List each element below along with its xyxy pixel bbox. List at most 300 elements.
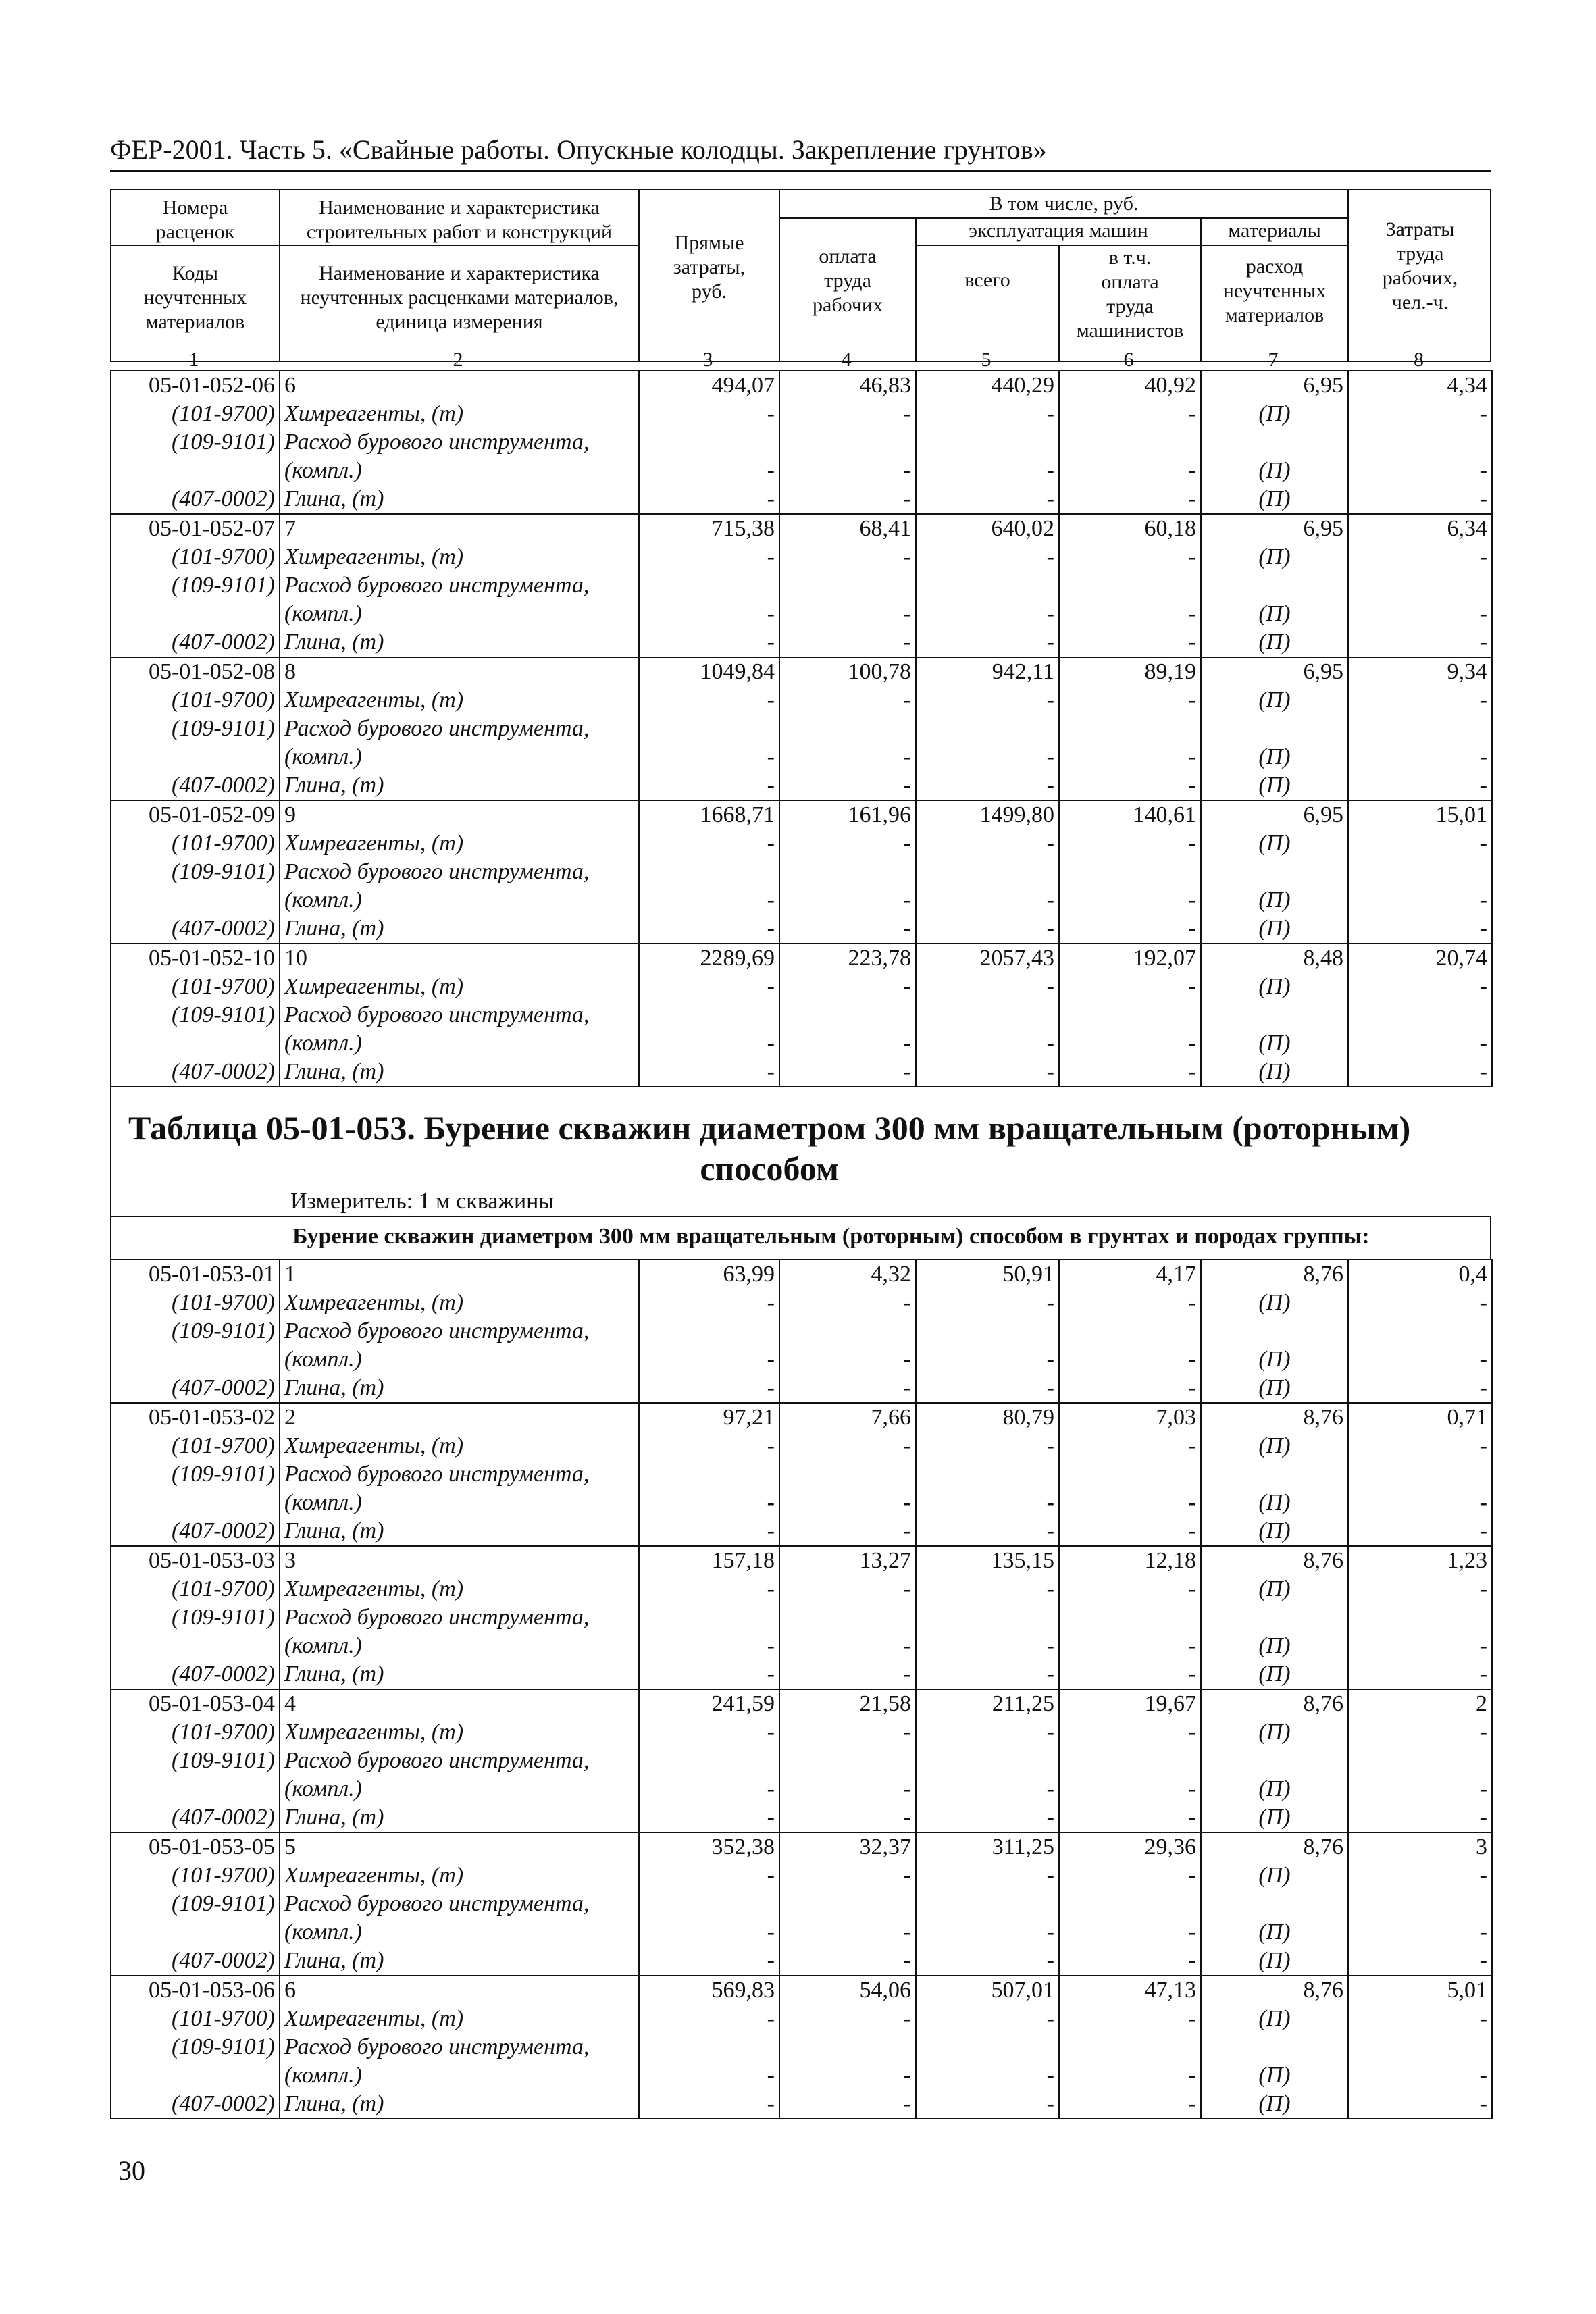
col8-head-1: Затраты bbox=[1385, 218, 1455, 240]
dash-cell: - bbox=[639, 543, 779, 571]
unit-price-marker bbox=[1201, 2033, 1348, 2061]
material-code: (109-9101) bbox=[111, 1603, 280, 1632]
material-code: (109-9101) bbox=[111, 1460, 280, 1489]
rate-code: 05-01-053-03 bbox=[111, 1546, 280, 1575]
dash-cell: - bbox=[779, 1947, 916, 1976]
col4-head bbox=[780, 245, 915, 317]
material-row bbox=[111, 1890, 1492, 1918]
material-name: Расход бурового инструмента, bbox=[280, 1460, 639, 1489]
unit-price-marker bbox=[1201, 1890, 1348, 1918]
dash-cell: - bbox=[779, 1575, 916, 1603]
material-row bbox=[111, 1718, 1492, 1747]
unit-price-marker bbox=[1201, 715, 1348, 743]
col1-head-materialov: материалов bbox=[145, 311, 245, 333]
material-row bbox=[111, 2033, 1492, 2061]
material-name: Расход бурового инструмента, bbox=[280, 715, 639, 743]
rate-code: 05-01-052-06 bbox=[111, 371, 280, 400]
material-name: Химреагенты, (т) bbox=[280, 400, 639, 428]
direct-costs: 97,21 bbox=[639, 1403, 779, 1432]
dash-cell: - bbox=[779, 1345, 916, 1374]
material-name-cont: (компл.) bbox=[280, 600, 639, 628]
dash-cell: - bbox=[1059, 1432, 1201, 1460]
material-code: (407-0002) bbox=[111, 915, 280, 944]
material-code: (407-0002) bbox=[111, 771, 280, 800]
material-code: (101-9700) bbox=[111, 543, 280, 571]
rate-code: 05-01-052-09 bbox=[111, 800, 280, 829]
rate-code: 05-01-052-10 bbox=[111, 944, 280, 973]
material-name: Химреагенты, (т) bbox=[280, 1289, 639, 1317]
dash-cell: - bbox=[916, 686, 1059, 715]
material-name: Глина, (т) bbox=[280, 1947, 639, 1976]
material-row bbox=[111, 1317, 1492, 1345]
col8-head-2: труда bbox=[1396, 242, 1444, 265]
dash-cell: - bbox=[916, 628, 1059, 657]
dash-cell bbox=[916, 1603, 1059, 1632]
unit-price-marker: (П) bbox=[1201, 1861, 1348, 1890]
dash-cell: - bbox=[1059, 1058, 1201, 1087]
col7-head-1: расход bbox=[1245, 255, 1304, 278]
labor-pay: 54,06 bbox=[779, 1976, 916, 2005]
material-row bbox=[111, 1432, 1492, 1460]
dash-cell bbox=[1059, 2033, 1201, 2061]
col1-head-nomera: Номера bbox=[162, 197, 228, 219]
material-name: Химреагенты, (т) bbox=[280, 1718, 639, 1747]
material-code: (109-9101) bbox=[111, 1890, 280, 1918]
col6-head-1: в т.ч. bbox=[1108, 247, 1152, 269]
dash-cell bbox=[779, 1747, 916, 1775]
ekspl-head: эксплуатация машин bbox=[969, 220, 1148, 242]
dash-cell: - bbox=[639, 1029, 779, 1058]
dash-cell: - bbox=[639, 1660, 779, 1689]
dash-cell: - bbox=[779, 2005, 916, 2033]
dash-cell: - bbox=[916, 1775, 1059, 1803]
material-row bbox=[111, 628, 1492, 657]
dash-cell: - bbox=[1348, 400, 1492, 428]
material-row bbox=[111, 1517, 1492, 1546]
dash-cell: - bbox=[1059, 2061, 1201, 2090]
rate-name: 5 bbox=[280, 1832, 639, 1861]
col6-head-4: машинистов bbox=[1076, 319, 1184, 342]
material-code: (407-0002) bbox=[111, 1058, 280, 1087]
unit-price-marker: (П) bbox=[1201, 400, 1348, 428]
dash-cell: - bbox=[779, 771, 916, 800]
dash-cell: - bbox=[1059, 1718, 1201, 1747]
dash-cell: - bbox=[639, 1432, 779, 1460]
dash-cell: - bbox=[1348, 1432, 1492, 1460]
rate-code: 05-01-053-05 bbox=[111, 1832, 280, 1861]
material-name: Глина, (т) bbox=[280, 1058, 639, 1087]
material-name: Глина, (т) bbox=[280, 771, 639, 800]
direct-costs: 1668,71 bbox=[639, 800, 779, 829]
page-number: 30 bbox=[118, 2155, 145, 2186]
material-code-cont bbox=[111, 886, 280, 915]
material-row bbox=[111, 1632, 1492, 1660]
material-row bbox=[111, 1603, 1492, 1632]
dash-cell bbox=[1348, 715, 1492, 743]
material-code: (109-9101) bbox=[111, 2033, 280, 2061]
machinist-pay: 89,19 bbox=[1059, 657, 1201, 686]
dash-cell: - bbox=[1059, 485, 1201, 514]
machine-total: 1499,80 bbox=[916, 800, 1059, 829]
machine-total: 2057,43 bbox=[916, 944, 1059, 973]
material-name: Химреагенты, (т) bbox=[280, 829, 639, 858]
col8-head-4: чел.-ч. bbox=[1391, 291, 1449, 313]
material-name-cont: (компл.) bbox=[280, 1775, 639, 1803]
dash-cell: - bbox=[779, 1432, 916, 1460]
material-code: (101-9700) bbox=[111, 400, 280, 428]
column-numbers bbox=[110, 349, 1491, 370]
unit-price-marker: (П) bbox=[1201, 1432, 1348, 1460]
dash-cell bbox=[639, 1603, 779, 1632]
dash-cell: - bbox=[916, 886, 1059, 915]
dash-cell: - bbox=[1348, 628, 1492, 657]
colnum-5: 5 bbox=[981, 349, 992, 371]
material-code: (101-9700) bbox=[111, 2005, 280, 2033]
dash-cell: - bbox=[639, 1918, 779, 1947]
dash-cell: - bbox=[779, 485, 916, 514]
material-code: (407-0002) bbox=[111, 1947, 280, 1976]
dash-cell: - bbox=[1348, 1029, 1492, 1058]
material-name-cont: (компл.) bbox=[280, 2061, 639, 2090]
material-code: (101-9700) bbox=[111, 1432, 280, 1460]
unit-price-marker bbox=[1201, 571, 1348, 600]
dash-cell: - bbox=[639, 1861, 779, 1890]
labor-pay: 223,78 bbox=[779, 944, 916, 973]
dash-cell: - bbox=[779, 1058, 916, 1087]
dash-cell bbox=[1059, 571, 1201, 600]
dash-cell: - bbox=[779, 628, 916, 657]
dash-cell: - bbox=[1059, 2090, 1201, 2119]
col7-head bbox=[1202, 255, 1347, 328]
materials: 8,76 bbox=[1201, 1546, 1348, 1575]
labor-hours: 0,71 bbox=[1348, 1403, 1492, 1432]
material-code-cont bbox=[111, 1029, 280, 1058]
dash-cell: - bbox=[916, 1058, 1059, 1087]
dash-cell bbox=[916, 2033, 1059, 2061]
rate-row bbox=[111, 800, 1492, 829]
dash-cell: - bbox=[1348, 686, 1492, 715]
material-name: Глина, (т) bbox=[280, 1803, 639, 1832]
dash-cell: - bbox=[639, 973, 779, 1001]
dash-cell: - bbox=[779, 1517, 916, 1546]
machinist-pay: 29,36 bbox=[1059, 1832, 1201, 1861]
table2-title-line2: способом bbox=[700, 1150, 839, 1187]
col2-head-top bbox=[280, 196, 638, 245]
material-row bbox=[111, 457, 1492, 485]
dash-cell: - bbox=[1348, 1517, 1492, 1546]
material-row bbox=[111, 829, 1492, 858]
labor-hours: 6,34 bbox=[1348, 514, 1492, 543]
material-row bbox=[111, 771, 1492, 800]
unit-price-marker: (П) bbox=[1201, 543, 1348, 571]
dash-cell: - bbox=[1059, 829, 1201, 858]
material-name: Глина, (т) bbox=[280, 2090, 639, 2119]
material-name-cont: (компл.) bbox=[280, 1489, 639, 1517]
col4-head-1: оплата bbox=[819, 245, 877, 267]
material-name: Расход бурового инструмента, bbox=[280, 1317, 639, 1345]
dash-cell: - bbox=[916, 973, 1059, 1001]
material-row bbox=[111, 686, 1492, 715]
machine-total: 80,79 bbox=[916, 1403, 1059, 1432]
dash-cell: - bbox=[1059, 543, 1201, 571]
dash-cell: - bbox=[1059, 400, 1201, 428]
dash-cell: - bbox=[1348, 1058, 1492, 1087]
material-name: Химреагенты, (т) bbox=[280, 1575, 639, 1603]
col5-head: всего bbox=[964, 269, 1010, 291]
dash-cell: - bbox=[916, 1632, 1059, 1660]
machine-total: 440,29 bbox=[916, 371, 1059, 400]
col8-head bbox=[1349, 217, 1491, 315]
material-row bbox=[111, 600, 1492, 628]
rate-row bbox=[111, 1976, 1492, 2005]
machine-total: 211,25 bbox=[916, 1689, 1059, 1718]
dash-cell bbox=[1348, 1317, 1492, 1345]
dash-cell: - bbox=[779, 543, 916, 571]
dash-cell: - bbox=[639, 400, 779, 428]
labor-pay: 32,37 bbox=[779, 1832, 916, 1861]
labor-hours: 1,23 bbox=[1348, 1546, 1492, 1575]
dash-cell: - bbox=[916, 543, 1059, 571]
dash-cell bbox=[1348, 1001, 1492, 1029]
material-name-cont: (компл.) bbox=[280, 1632, 639, 1660]
dash-cell: - bbox=[1059, 1029, 1201, 1058]
col6-head-3: труда bbox=[1106, 295, 1154, 317]
dash-cell bbox=[779, 428, 916, 457]
machinist-pay: 47,13 bbox=[1059, 1976, 1201, 2005]
materials: 8,48 bbox=[1201, 944, 1348, 973]
unit-price-marker bbox=[1201, 1460, 1348, 1489]
dash-cell: - bbox=[639, 743, 779, 771]
colnum-8: 8 bbox=[1414, 349, 1424, 371]
machine-total: 50,91 bbox=[916, 1260, 1059, 1289]
rate-code: 05-01-052-08 bbox=[111, 657, 280, 686]
material-name: Расход бурового инструмента, bbox=[280, 1001, 639, 1029]
dash-cell: - bbox=[639, 1947, 779, 1976]
dash-cell: - bbox=[1059, 743, 1201, 771]
material-code: (109-9101) bbox=[111, 715, 280, 743]
material-code: (407-0002) bbox=[111, 2090, 280, 2119]
dash-cell: - bbox=[1348, 1374, 1492, 1403]
dash-cell bbox=[639, 1001, 779, 1029]
material-name: Химреагенты, (т) bbox=[280, 2005, 639, 2033]
dash-cell: - bbox=[639, 1489, 779, 1517]
dash-cell bbox=[639, 1317, 779, 1345]
col2-head-name5: единица измерения bbox=[376, 311, 543, 333]
unit-price-marker: (П) bbox=[1201, 1775, 1348, 1803]
rate-code: 05-01-053-01 bbox=[111, 1260, 280, 1289]
material-name-cont: (компл.) bbox=[280, 457, 639, 485]
material-row bbox=[111, 2005, 1492, 2033]
col6-head bbox=[1060, 246, 1200, 343]
material-code-cont bbox=[111, 600, 280, 628]
dash-cell: - bbox=[916, 600, 1059, 628]
dash-cell: - bbox=[639, 485, 779, 514]
dash-cell bbox=[916, 571, 1059, 600]
unit-price-marker: (П) bbox=[1201, 600, 1348, 628]
dash-cell: - bbox=[1059, 2005, 1201, 2033]
material-row bbox=[111, 543, 1492, 571]
material-name-cont: (компл.) bbox=[280, 743, 639, 771]
dash-cell: - bbox=[1059, 1632, 1201, 1660]
dash-cell: - bbox=[916, 1029, 1059, 1058]
dash-cell: - bbox=[916, 2005, 1059, 2033]
material-row bbox=[111, 400, 1492, 428]
dash-cell: - bbox=[1348, 1632, 1492, 1660]
material-name-cont: (компл.) bbox=[280, 886, 639, 915]
dash-cell: - bbox=[779, 1803, 916, 1832]
dash-cell bbox=[1348, 1890, 1492, 1918]
dash-cell: - bbox=[1059, 1517, 1201, 1546]
material-row bbox=[111, 571, 1492, 600]
dash-cell: - bbox=[1059, 886, 1201, 915]
dash-cell: - bbox=[1348, 1947, 1492, 1976]
dash-cell bbox=[1348, 1460, 1492, 1489]
dash-cell: - bbox=[1059, 1289, 1201, 1317]
material-row bbox=[111, 1058, 1492, 1087]
unit-price-marker: (П) bbox=[1201, 1517, 1348, 1546]
dash-cell: - bbox=[916, 1289, 1059, 1317]
dash-cell bbox=[1059, 858, 1201, 886]
material-row bbox=[111, 485, 1492, 514]
unit-price-marker bbox=[1201, 428, 1348, 457]
dash-cell: - bbox=[639, 1517, 779, 1546]
labor-pay: 21,58 bbox=[779, 1689, 916, 1718]
labor-pay: 4,32 bbox=[779, 1260, 916, 1289]
rate-row bbox=[111, 1546, 1492, 1575]
material-row bbox=[111, 1489, 1492, 1517]
material-code: (407-0002) bbox=[111, 1517, 280, 1546]
dash-cell: - bbox=[1348, 915, 1492, 944]
col3-head bbox=[640, 231, 779, 304]
dash-cell: - bbox=[916, 2061, 1059, 2090]
dash-cell: - bbox=[1348, 2061, 1492, 2090]
dash-cell: - bbox=[779, 886, 916, 915]
material-name: Расход бурового инструмента, bbox=[280, 428, 639, 457]
dash-cell: - bbox=[1348, 1718, 1492, 1747]
unit-price-marker: (П) bbox=[1201, 1374, 1348, 1403]
material-row bbox=[111, 1374, 1492, 1403]
dash-cell: - bbox=[639, 2061, 779, 2090]
dash-cell bbox=[916, 1317, 1059, 1345]
col1-head-neuchtennyh: неучтенных bbox=[143, 286, 247, 309]
unit-price-marker: (П) bbox=[1201, 1947, 1348, 1976]
material-row bbox=[111, 1947, 1492, 1976]
unit-price-marker bbox=[1201, 1317, 1348, 1345]
machinist-pay: 7,03 bbox=[1059, 1403, 1201, 1432]
rate-code: 05-01-053-02 bbox=[111, 1403, 280, 1432]
material-name: Глина, (т) bbox=[280, 1660, 639, 1689]
dash-cell: - bbox=[779, 1660, 916, 1689]
rate-row bbox=[111, 371, 1492, 400]
material-code: (101-9700) bbox=[111, 1289, 280, 1317]
dash-cell: - bbox=[779, 686, 916, 715]
rates-table-053 bbox=[110, 1259, 1493, 2119]
dash-cell: - bbox=[916, 1803, 1059, 1832]
dash-cell: - bbox=[779, 1775, 916, 1803]
unit-price-marker: (П) bbox=[1201, 1632, 1348, 1660]
labor-pay: 7,66 bbox=[779, 1403, 916, 1432]
dash-cell bbox=[639, 1890, 779, 1918]
dash-cell: - bbox=[779, 743, 916, 771]
material-row bbox=[111, 1289, 1492, 1317]
material-code: (407-0002) bbox=[111, 1803, 280, 1832]
dash-cell: - bbox=[916, 1918, 1059, 1947]
col8-head-3: рабочих, bbox=[1382, 267, 1458, 289]
dash-cell: - bbox=[779, 600, 916, 628]
dash-cell: - bbox=[639, 1803, 779, 1832]
dash-cell bbox=[639, 1460, 779, 1489]
material-code-cont bbox=[111, 1345, 280, 1374]
dash-cell: - bbox=[1348, 771, 1492, 800]
dash-cell: - bbox=[779, 973, 916, 1001]
material-code: (407-0002) bbox=[111, 485, 280, 514]
rate-name: 7 bbox=[280, 514, 639, 543]
machine-total: 942,11 bbox=[916, 657, 1059, 686]
dash-cell bbox=[1348, 1747, 1492, 1775]
dash-cell: - bbox=[639, 457, 779, 485]
material-name: Химреагенты, (т) bbox=[280, 1861, 639, 1890]
dash-cell: - bbox=[916, 1374, 1059, 1403]
dash-cell bbox=[639, 858, 779, 886]
col2-head-name4: неучтенных расценками материалов, bbox=[300, 286, 619, 309]
direct-costs: 241,59 bbox=[639, 1689, 779, 1718]
machinist-pay: 192,07 bbox=[1059, 944, 1201, 973]
machine-total: 311,25 bbox=[916, 1832, 1059, 1861]
dash-cell: - bbox=[1348, 1775, 1492, 1803]
dash-cell: - bbox=[1059, 1947, 1201, 1976]
dash-cell: - bbox=[779, 457, 916, 485]
machinist-pay: 140,61 bbox=[1059, 800, 1201, 829]
unit-price-marker bbox=[1201, 1603, 1348, 1632]
col2-head-name2: строительных работ и конструкций bbox=[306, 221, 613, 243]
col4-head-2: труда bbox=[824, 269, 871, 292]
dash-cell bbox=[1348, 571, 1492, 600]
dash-cell bbox=[1348, 858, 1492, 886]
dash-cell: - bbox=[916, 485, 1059, 514]
dash-cell bbox=[1059, 1317, 1201, 1345]
unit-price-marker: (П) bbox=[1201, 1660, 1348, 1689]
dash-cell: - bbox=[779, 1718, 916, 1747]
dash-cell bbox=[916, 715, 1059, 743]
rate-code: 05-01-052-07 bbox=[111, 514, 280, 543]
machinist-pay: 60,18 bbox=[1059, 514, 1201, 543]
unit-price-marker: (П) bbox=[1201, 1029, 1348, 1058]
direct-costs: 2289,69 bbox=[639, 944, 779, 973]
dash-cell: - bbox=[639, 1575, 779, 1603]
unit-price-marker: (П) bbox=[1201, 743, 1348, 771]
colnum-4: 4 bbox=[841, 349, 852, 371]
dash-cell bbox=[916, 1890, 1059, 1918]
material-code: (101-9700) bbox=[111, 1575, 280, 1603]
material-row bbox=[111, 715, 1492, 743]
rate-row bbox=[111, 1403, 1492, 1432]
material-name: Расход бурового инструмента, bbox=[280, 1890, 639, 1918]
labor-hours: 2 bbox=[1348, 1689, 1492, 1718]
page-header: ФЕР-2001. Часть 5. «Свайные работы. Опускные колодцы. Закрепление грунтов» bbox=[110, 134, 1047, 165]
material-name: Глина, (т) bbox=[280, 1374, 639, 1403]
labor-hours: 0,4 bbox=[1348, 1260, 1492, 1289]
dash-cell bbox=[1059, 715, 1201, 743]
rate-code: 05-01-053-06 bbox=[111, 1976, 280, 2005]
material-row bbox=[111, 915, 1492, 944]
dash-cell bbox=[1348, 428, 1492, 457]
material-row bbox=[111, 886, 1492, 915]
dash-cell: - bbox=[916, 1432, 1059, 1460]
material-name: Глина, (т) bbox=[280, 915, 639, 944]
unit-price-marker: (П) bbox=[1201, 1345, 1348, 1374]
material-name: Расход бурового инструмента, bbox=[280, 1747, 639, 1775]
material-code: (407-0002) bbox=[111, 1374, 280, 1403]
